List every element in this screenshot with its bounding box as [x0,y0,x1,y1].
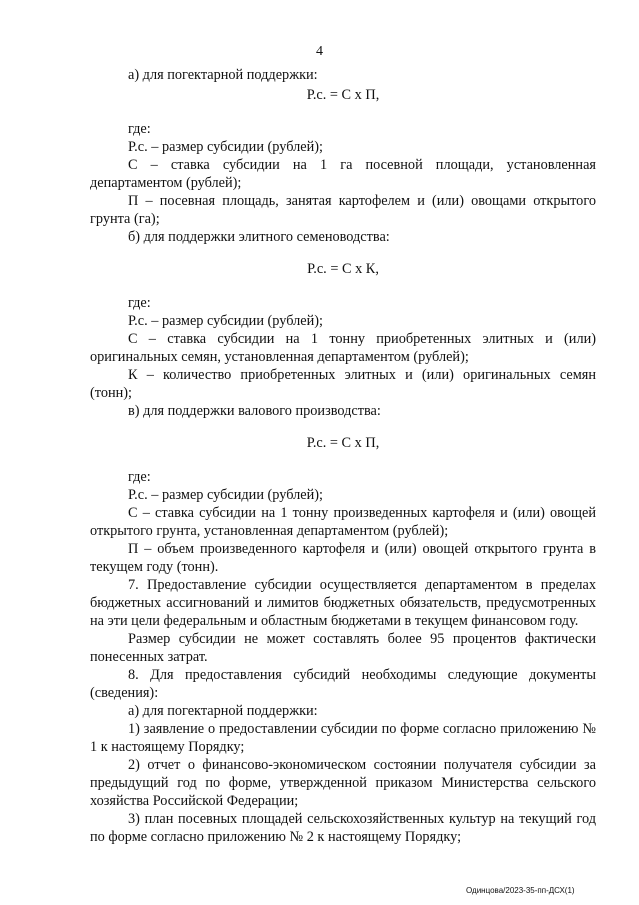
subsidy-limit: Размер субсидии не может составлять более 95 процентов фактически понесенных затрат. [90,631,596,665]
definition-rs: Р.с. – размер субсидии (рублей); [128,487,324,503]
page-number: 4 [316,44,323,59]
definition-s: С – ставка субсидии на 1 тонну приобретенных элитных и (или) оригинальных семян, установленная департаментом (рублей); [90,331,596,365]
where-label: где: [128,295,151,311]
document-item-1: 1) заявление о предоставлении субсидии по форме согласно приложению № 1 к настоящему Порядку; [90,721,596,755]
definition-k: К – количество приобретенных элитных и (или) оригинальных семян (тонн); [90,367,596,401]
footer-reference: Одинцова/2023-35-пп-ДСХ(1) [466,886,575,895]
where-label: где: [128,121,151,137]
clause-8-a-header: а) для погектарной поддержки: [128,703,318,719]
document-body [90,66,596,846]
subsection-v-header: в) для поддержки валового производства: [128,403,381,419]
definition-p: П – посевная площадь, занятая картофелем и (или) овощами открытого грунта (га); [90,193,596,227]
formula-seeds: Р.с. = С х К, [307,261,379,277]
clause-8: 8. Для предоставления субсидий необходимы следующие документы (сведения): [90,667,596,701]
definition-rs: Р.с. – размер субсидии (рублей); [128,139,324,155]
definition-rs: Р.с. – размер субсидии (рублей); [128,313,324,329]
document-item-2: 2) отчет о финансово-экономическом состоянии получателя субсидии за предыдущий год по форме, утвержденной приказом Министерства сельского хозяйства Российской Федерации; [90,757,596,809]
definition-p: П – объем произведенного картофеля и (или) овощей открытого грунта в текущем году (тонн). [90,541,596,575]
clause-7: 7. Предоставление субсидии осуществляется департаментом в пределах бюджетных ассигнований и лимитов бюджетных обязательств, предусмотренных на эти цели федеральным и областным бюджетами в текущем финансовом году. [90,577,596,629]
formula-hectare: Р.с. = С х П, [306,87,380,103]
where-label: где: [128,469,151,485]
definition-s: С – ставка субсидии на 1 тонну произведенных картофеля и (или) овощей открытого грунта, установленная департаментом (рублей); [90,505,596,539]
formula-production: Р.с. = С х П, [306,435,380,451]
subsection-a-header: а) для погектарной поддержки: [128,67,318,83]
document-item-3: 3) план посевных площадей сельскохозяйственных культур на текущий год по форме согласно приложению № 2 к настоящему Порядку; [90,811,596,845]
subsection-b-header: б) для поддержки элитного семеноводства: [128,229,390,245]
definition-s: С – ставка субсидии на 1 га посевной площади, установленная департаментом (рублей); [90,157,596,191]
